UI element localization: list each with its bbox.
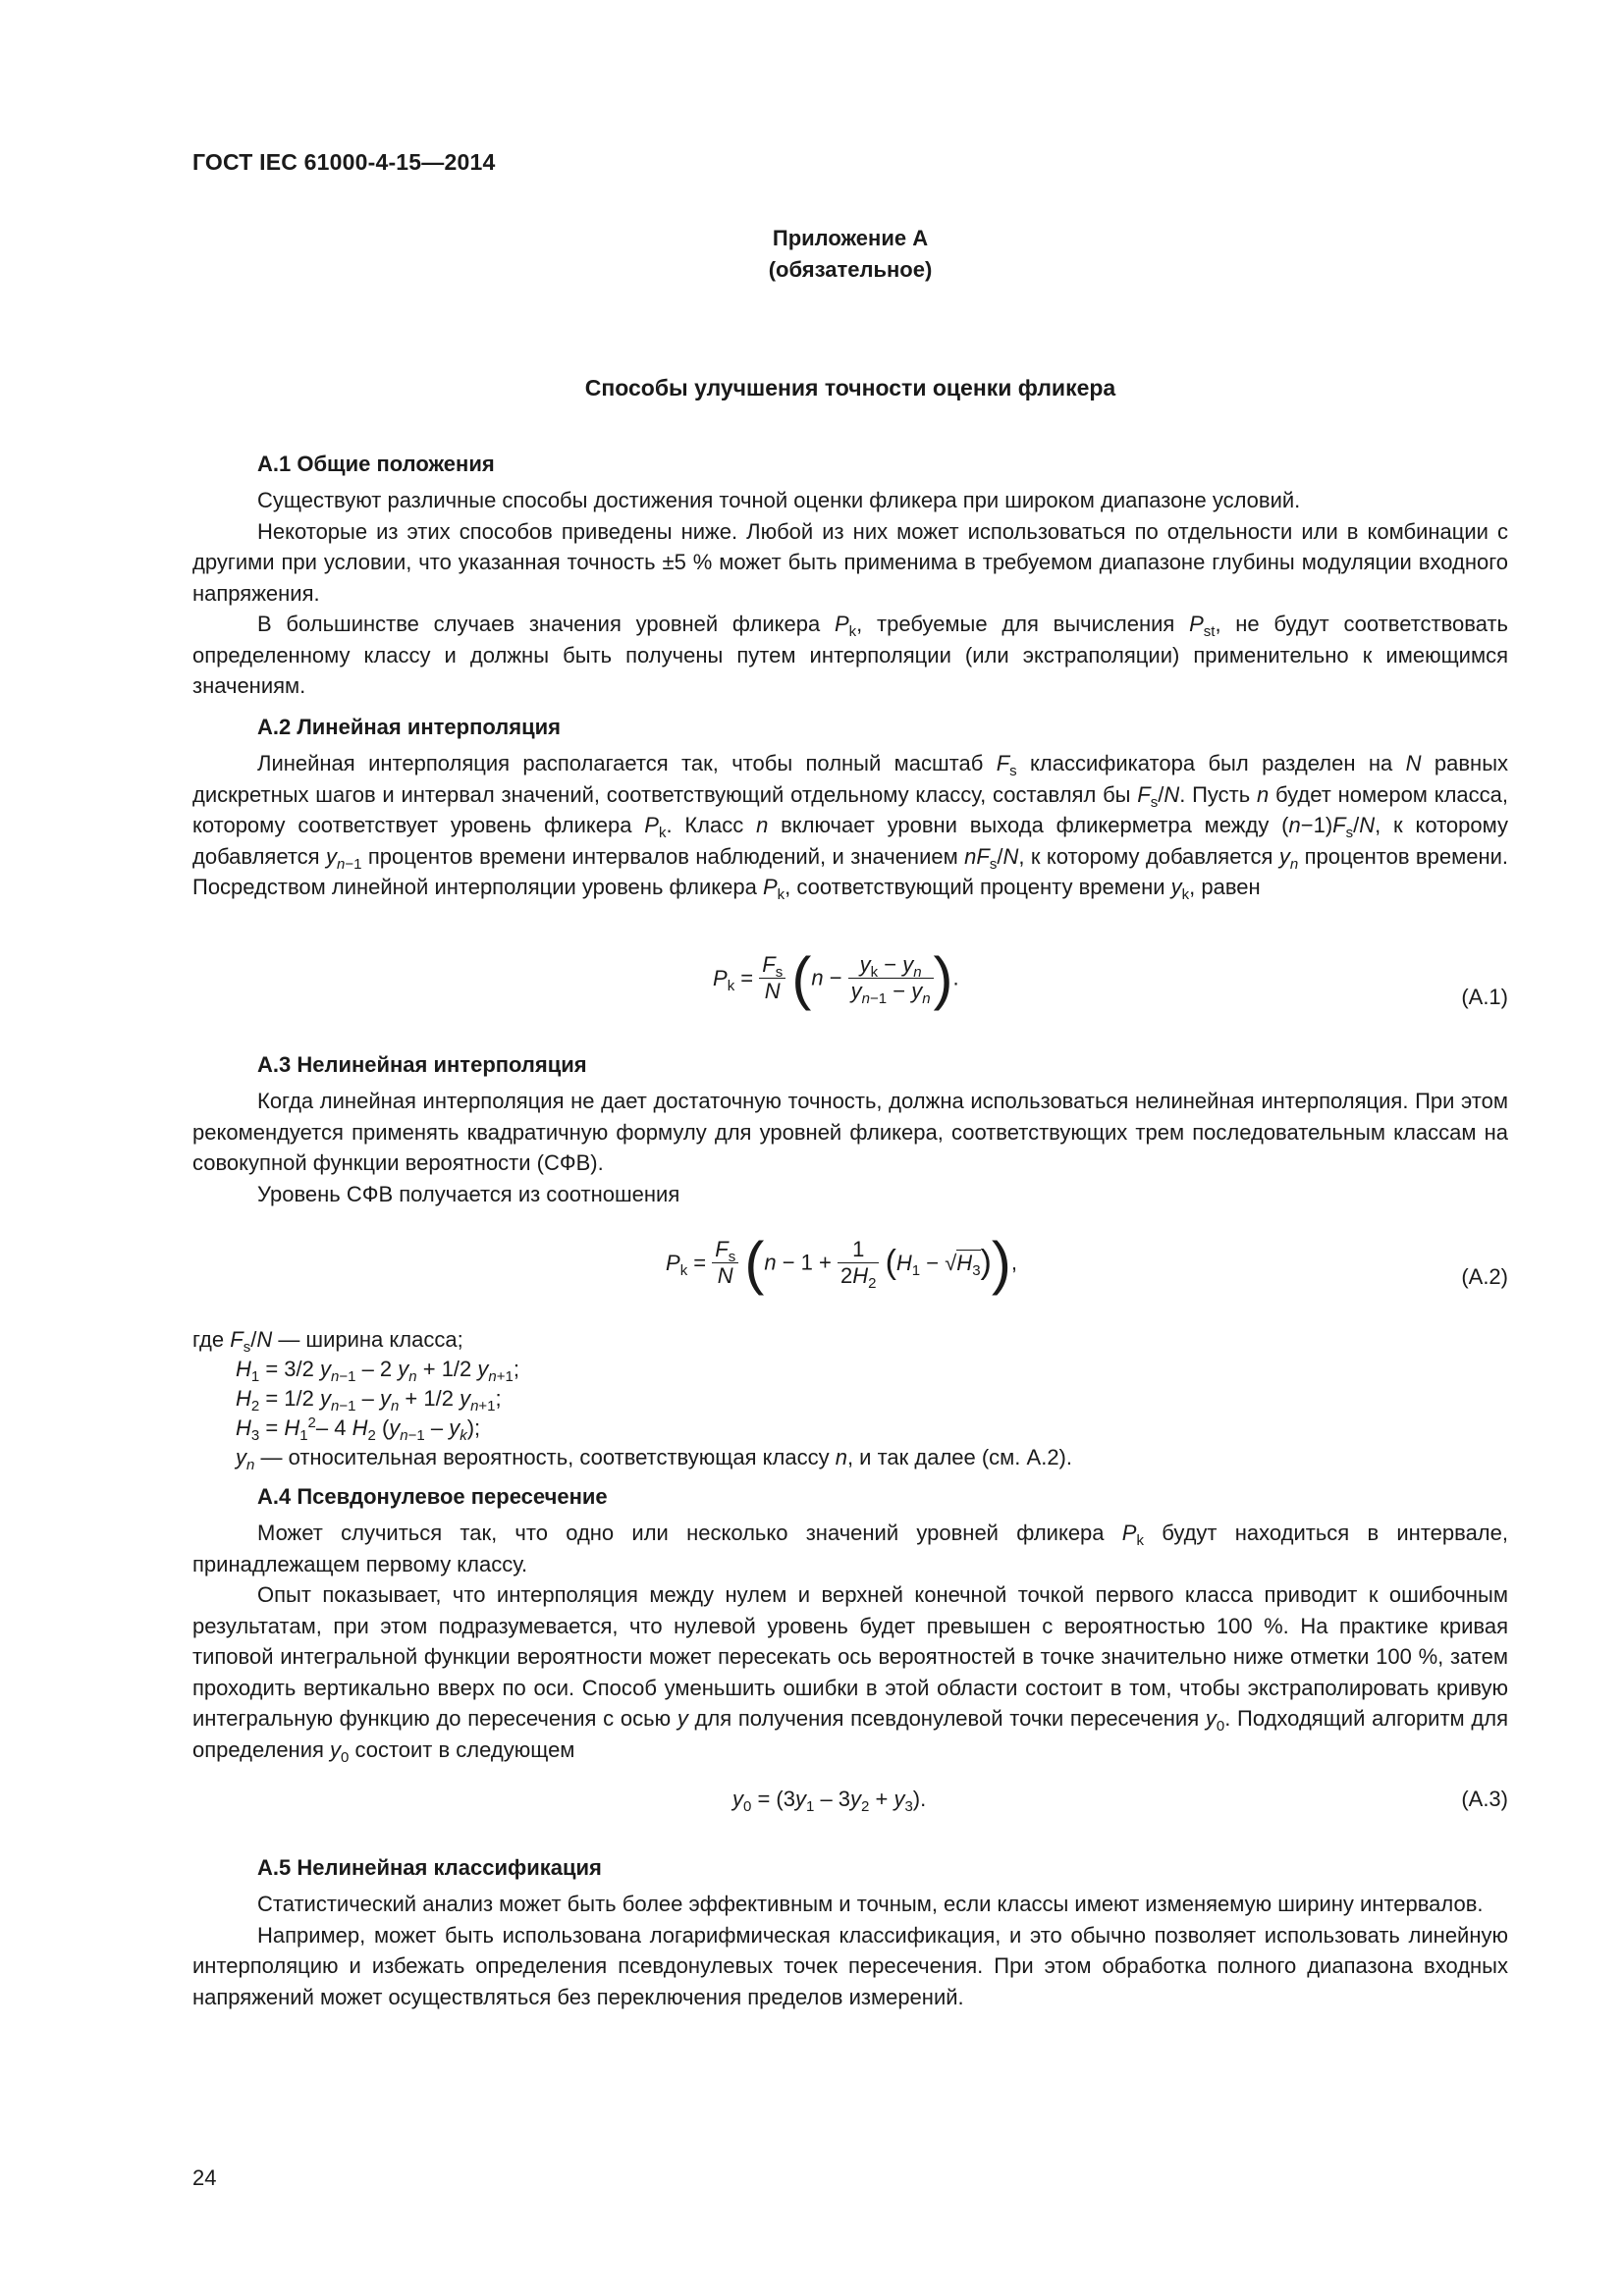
definition-item: $H_1 = 3/2$ $y_{n-1} - 2$ $y_n + 1/2$ $y_{n+1}$; — [236, 1357, 519, 1385]
paragraph: Статистический анализ может быть более эффективным и точным, если классы имеют изменяемую ширину интервалов. — [257, 1892, 1484, 1916]
section-a1-body — [192, 485, 1508, 702]
section-a5-title: А.5 Нелинейная классификация — [257, 1855, 602, 1880]
section-a1-title: А.1 Общие положения — [257, 452, 495, 476]
section-a2-body — [192, 748, 1508, 903]
section-a3-title: А.3 Нелинейная интерполяция — [257, 1052, 587, 1077]
page-number: 24 — [192, 2165, 217, 2190]
section-a2-title: А.2 Линейная интерполяция — [257, 715, 561, 739]
section-a4-title: А.4 Псевдонулевое пересечение — [257, 1484, 608, 1509]
equation-a1-number: (А.1) — [1461, 985, 1508, 1009]
document-code: ГОСТ IEC 61000-4-15—2014 — [192, 149, 496, 175]
definitions-list — [192, 1325, 1508, 1472]
paragraph: Например, может быть использована логарифмическая классификация, и это обычно позволяет использовать линейную интерполяцию и избежать определения псевдонулевых точек пересечения. При этом обработка полного диапазона входных напряжений может осуществляться без переключения пределов измерений. — [192, 1922, 1508, 2009]
paragraph: Опыт показывает, что интерполяция между нулем и верхней конечной точкой первого класса приводит к ошибочным результатам, при этом подразумевается, что нулевой уровень будет превышен с вероятностью 100 %. На практике кривая типовой интегральной функции вероятности может пересекать ось вероятностей в точке значительно ниже отметки 100 %, затем проходить вертикально вверх по оси. Способ уменьшить ошибки в этой области состоит в том, чтобы экстраполировать кривую интегральную функцию до пересечения с осью y для получения псевдонулевой точки пересечения $y_0$. Подходящий алгоритм для определения $y_0$ состоит в следующем — [192, 1582, 1508, 1766]
section-a3-body — [192, 1086, 1508, 1209]
equation-a2-number: (А.2) — [1461, 1264, 1508, 1289]
definition-item: $y_n$ — относительная вероятность, соответствующая классу n, и так далее (см. А.2). — [236, 1445, 1072, 1473]
annex-title: Приложение А — [772, 226, 929, 250]
paragraph: Когда линейная интерполяция не дает достаточную точность, должна использоваться нелинейная интерполяция. При этом рекомендуется применять квадратичную формулу для уровней фликера, соответствующих трем последовательным классам на совокупной функции вероятности (СФВ). — [192, 1089, 1508, 1175]
paragraph: Некоторые из этих способов приведены ниже. Любой из них может использоваться по отдельности или в комбинации с другими при условии, что указанная точность ±5 % может быть применима в требуемом диапазоне глубины модуляции входного напряжения. — [192, 518, 1508, 606]
section-a4-body — [192, 1518, 1508, 1765]
annex-status: (обязательное) — [768, 257, 933, 282]
definition-item: где $F_s/N$ — ширина класса; — [192, 1327, 463, 1356]
paragraph: Уровень СФВ получается из соотношения — [257, 1181, 680, 1206]
equation-a1: $P_k$ = $\frac{F_s}{N}$ (n − $\frac{y_k - y_n}{y_{n-1} - y_n}$ ). — [713, 945, 959, 1011]
equation-a3: $y_0 = (3y_1 - 3y_2 + y_3)$. — [732, 1787, 927, 1815]
paragraph: В большинстве случаев значения уровней фликера $P_k$, требуемые для вычисления $P_{st}$, не будут соответствовать определенному классу и должны быть получены путем интерполяции (или экстраполяции) применительно к имеющимся значениям. — [192, 612, 1509, 698]
main-title: Способы улучшения точности оценки фликера — [584, 375, 1116, 400]
paragraph: Линейная интерполяция располагается так, чтобы полный масштаб $F_s$ классификатора был разделен на N равных дискретных шагов и интервал значений, соответствующий отдельному классу, составлял бы $F_s/N$. Пусть n будет номером класса, которому соответствует уровень фликера $P_k$. Класс n включает уровни выхода фликерметра между $(n-1)F_s/N$, к которому добавляется $y_{n-1}$ процентов времени интервалов наблюдений, и значением $nF_s/N$, к которому добавляется $y_n$ процентов времени. Посредством линейной интерполяции уровень фликера $P_k$, соответствующий проценту времени $y_k$, равен — [192, 751, 1509, 903]
definition-item: $H_2 = 1/2$ $y_{n-1} - y_n + 1/2$ $y_{n+1}$; — [236, 1386, 502, 1415]
section-a5-body — [192, 1889, 1508, 2012]
paragraph: Может случиться так, что одно или несколько значений уровней фликера $P_k$ будут находиться в интервале, принадлежащем первому классу. — [192, 1521, 1508, 1576]
equation-a2: $P_k$ = $\frac{F_s}{N}$ (n − 1 + $\frac{1}{2H_2}$ $(H_1 - √H_3)$), — [666, 1230, 1017, 1296]
definition-item: $H_3 = H_1^2-$ 4 $H_2$ $(y_{n-1} - y_k)$; — [236, 1415, 481, 1444]
paragraph: Существуют различные способы достижения точной оценки фликера при широком диапазоне условий. — [257, 488, 1301, 512]
equation-a3-number: (А.3) — [1461, 1787, 1508, 1811]
